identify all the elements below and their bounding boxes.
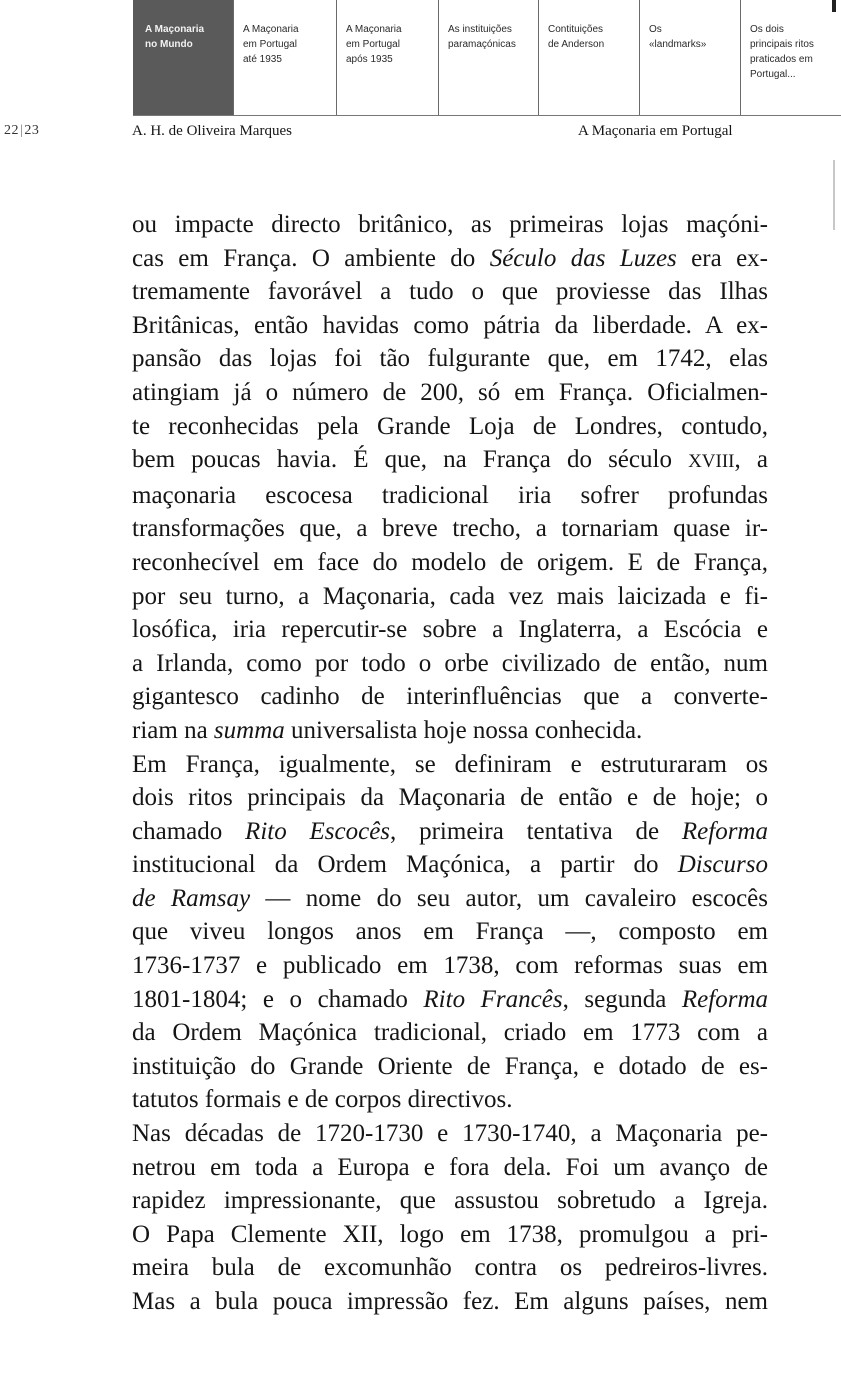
text-segment: dois ritos principais da Maçonaria de então e de hoje; o [132,784,768,812]
text-segment: gigantesco cadinho de interinfluências que a converte- [132,683,768,711]
text-segment: chamado [132,817,246,845]
italic-text: Discurso [677,851,768,879]
text-segment: institucional da Ordem Maçónica, a partir do [132,851,678,879]
text-segment: Mas a bula pouca impressão fez. Em alguns países, nem [132,1288,768,1315]
tab-label-line: Portugal... [750,69,796,80]
tab-label-line: após 1935 [346,54,393,65]
text-line [132,983,768,1017]
text-segment: riam na [132,716,214,744]
text-line [132,443,768,479]
tab-label-line: As instituições [448,24,512,35]
tab-label-line: paramaçónicas [448,39,516,50]
text-segment: Em França, igualmente, se definiram e estruturaram os [132,750,768,778]
text-segment: por seu turno, a Maçonaria, cada vez mais laicizada e fi- [132,582,768,610]
text-segment: tremamente favorável a tudo o que proviesse das Ilhas [132,278,768,306]
text-segment: da Ordem Maçónica tradicional, criado em 1773 com a [132,1019,768,1047]
text-line [132,949,768,983]
text-segment: te reconhecidas pela Grande Loja de Londres, contudo, [132,412,768,440]
text-segment: losófica, iria repercutir-se sobre a Inglaterra, a Escócia e [132,616,768,644]
text-line [132,275,768,309]
page-number-left: 22 [4,123,19,138]
tab-label-line: em Portugal [346,39,400,50]
text-line [132,613,768,647]
tab-label-line: A Maçonaria [145,24,205,35]
page-number-right: 23 [24,123,40,138]
tab-label-line: em Portugal [243,39,297,50]
italic-text: de Ramsay [132,884,251,912]
text-line [132,714,768,748]
text-segment: ou impacte directo britânico, as primeiras lojas maçóni- [132,211,768,238]
running-header-title: A Maçonaria em Portugal [578,123,733,139]
page-numbers [4,123,39,139]
tab-label-line: de Anderson [548,39,605,50]
text-segment: , segunda [562,985,682,1013]
text-segment: transformações que, a breve trecho, a tornariam quase ir- [132,515,768,543]
tab-label-line: A Maçonaria [243,24,299,35]
text-line [132,479,768,513]
text-line [132,546,768,580]
text-line [132,512,768,546]
tab-instituicoes-paramaconicas[interactable] [439,0,539,116]
text-line [132,680,768,714]
text-segment: , primeira tentativa de [390,817,682,845]
text-line [132,848,768,882]
tab-label-line: principais ritos [750,39,814,50]
text-segment: reconhecível em face do modelo de origem. E de França, [132,548,768,576]
text-line [132,882,768,916]
text-line [132,309,768,343]
text-line [132,1151,768,1185]
text-segment: que viveu longos anos em França —, composto em [132,918,768,946]
text-line [132,410,768,444]
text-segment: Britânicas, então havidas como pátria da liberdade. A ex- [132,311,768,339]
section-navigation [133,0,841,116]
text-segment: bem poucas havia. É que, na França do século [132,446,689,474]
tab-label-line: Os dois [750,24,784,35]
italic-text: Rito Francês [423,985,563,1013]
tab-constituicoes-de-anderson[interactable] [539,0,640,116]
tab-maconaria-portugal-ate-1935[interactable] [234,0,337,116]
corner-mark [832,0,836,12]
text-segment: 1801-1804; e o chamado [132,985,424,1013]
text-line [132,1251,768,1285]
tab-label-line: Contituições [548,24,604,35]
body-text [132,208,768,1319]
tab-label-line: até 1935 [243,54,282,65]
text-segment: instituição do Grande Oriente de França, e dotado de es- [132,1052,768,1080]
running-header-author: A. H. de Oliveira Marques [132,123,292,139]
tab-landmarks[interactable] [640,0,741,116]
text-line [132,242,768,276]
tab-label-line: «landmarks» [649,39,707,50]
text-segment: a Irlanda, como por todo o orbe civilizado de então, num [132,649,768,677]
text-segment: O Papa Clemente XII, logo em 1738, promulgou a pri- [132,1220,768,1248]
text-segment: Nas décadas de 1720-1730 e 1730-1740, a Maçonaria pe- [132,1120,768,1148]
text-line [132,647,768,681]
text-segment: pansão das lojas foi tão fulgurante que, em 1742, elas [132,345,768,373]
roman-numeral: XVIII [688,451,735,473]
text-line [132,580,768,614]
tab-label-line: praticados em [750,54,813,65]
text-line [132,748,768,782]
italic-text: Século das Luzes [489,244,677,272]
text-line [132,1117,768,1151]
text-line [132,1184,768,1218]
italic-text: Rito Escocês [245,817,391,845]
nav-divider [133,115,841,116]
text-line [132,1285,768,1319]
italic-text: Reforma [681,985,769,1013]
text-line [132,1016,768,1050]
text-line [132,1050,768,1084]
text-line [132,1218,768,1252]
text-segment: tatutos formais e de corpos directivos. [132,1086,513,1114]
text-line [132,1083,768,1117]
italic-text: summa [213,716,285,744]
tab-maconaria-portugal-apos-1935[interactable] [337,0,439,116]
text-segment: — nome do seu autor, um cavaleiro escocês [250,884,769,912]
page-edge-shadow [833,160,835,230]
text-segment: atingiam já o número de 200, só em França. Oficialmen- [132,378,768,406]
text-line [132,915,768,949]
text-segment: rapidez impressionante, que assustou sobretudo a Igreja. [132,1187,768,1215]
text-line [132,376,768,410]
italic-text: Reforma [681,817,768,845]
tab-label-line: Os [649,24,662,35]
text-line [132,815,768,849]
tab-label-line: A Maçonaria [346,24,402,35]
tab-label-line: no Mundo [145,39,193,50]
text-segment: maçonaria escocesa tradicional iria sofrer profundas [132,481,768,509]
text-line [132,342,768,376]
text-line [132,208,768,242]
text-segment: universalista hoje nossa conhecida. [284,716,643,744]
text-line [132,781,768,815]
text-segment: cas em França. O ambiente do [132,244,490,272]
text-segment: era ex- [676,244,768,272]
text-segment: meira bula de excomunhão contra os pedreiros-livres. [132,1254,768,1282]
text-segment: netrou em toda a Europa e fora dela. Foi um avanço de [132,1153,768,1181]
tab-maconaria-no-mundo[interactable] [133,0,234,116]
page-number-separator: | [20,123,24,138]
text-segment: , a [734,446,768,474]
tab-ritos-praticados-em-portugal[interactable] [741,0,841,116]
text-segment: 1736-1737 e publicado em 1738, com reformas suas em [132,952,768,980]
